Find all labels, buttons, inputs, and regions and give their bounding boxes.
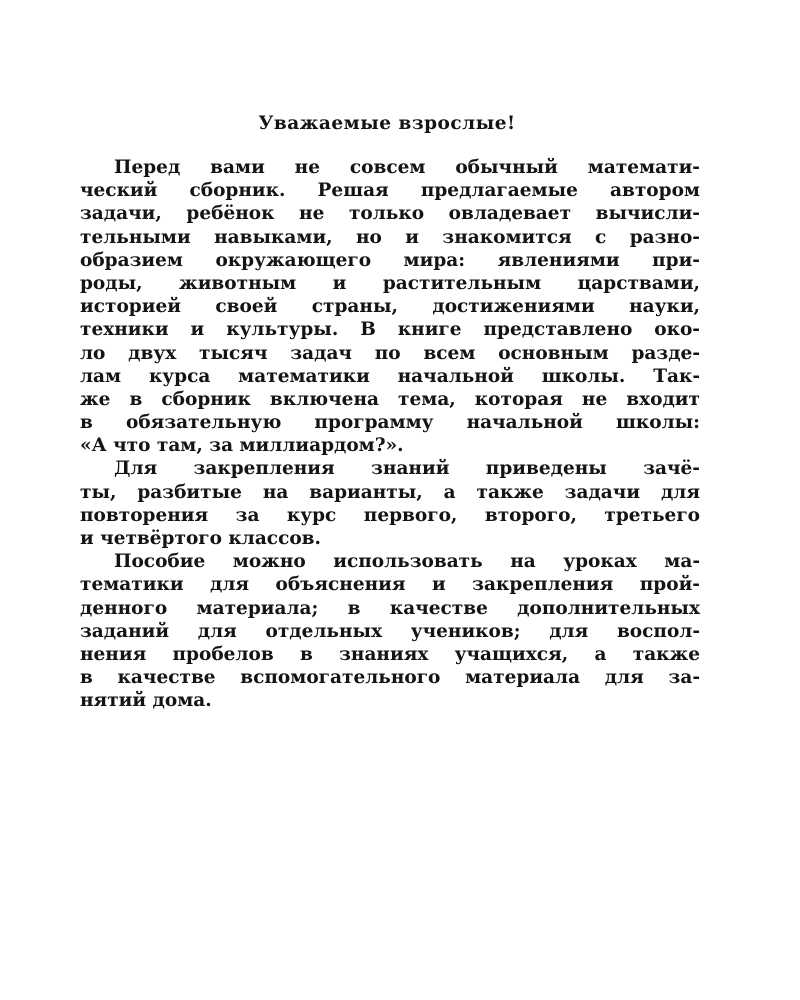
text-line: нения пробелов в знаниях учащихся, а также bbox=[80, 643, 700, 665]
text-line: тельными навыками, но и знакомится с разно- bbox=[80, 226, 700, 248]
paragraph-1 bbox=[80, 156, 700, 457]
text-line: в качестве вспомогательного материала для за- bbox=[80, 667, 700, 689]
text-line: ческий сборник. Решая предлагаемые автором bbox=[80, 180, 700, 202]
text-line: нятий дома. bbox=[80, 690, 212, 712]
text-line: роды, животным и растительным царствами, bbox=[80, 272, 700, 294]
text-line: «А что там, за миллиардом?». bbox=[80, 435, 404, 457]
paragraph-2 bbox=[80, 457, 700, 550]
text-line: заданий для отдельных учеников; для воспол- bbox=[80, 620, 700, 642]
text-line: ты, разбитые на варианты, а также задачи для bbox=[80, 481, 700, 503]
text-line: задачи, ребёнок не только овладевает вычисли- bbox=[80, 203, 700, 225]
page-title: Уважаемые взрослые! bbox=[258, 113, 516, 134]
text-line: Для закрепления знаний приведены зачё- bbox=[114, 458, 700, 480]
text-line: образием окружающего мира: явлениями при- bbox=[80, 249, 700, 271]
text-line: лам курса математики начальной школы. Так- bbox=[80, 365, 700, 387]
text-line: Перед вами не совсем обычный математи- bbox=[114, 157, 700, 178]
body-text bbox=[80, 156, 700, 713]
text-line: Пособие можно использовать на уроках ма- bbox=[114, 551, 700, 573]
text-line: в обязательную программу начальной школы: bbox=[80, 412, 700, 434]
text-line: техники и культуры. В книге представлено око- bbox=[80, 319, 700, 341]
text-line: ло двух тысяч задач по всем основным разде- bbox=[80, 342, 700, 364]
text-line: денного материала; в качестве дополнительных bbox=[80, 597, 700, 619]
paragraph-3 bbox=[80, 550, 700, 712]
text-line: повторения за курс первого, второго, третьего bbox=[80, 504, 700, 526]
text-line: тематики для объяснения и закрепления прой- bbox=[80, 574, 700, 596]
text-line: же в сборник включена тема, которая не входит bbox=[80, 388, 700, 410]
text-line: историей своей страны, достижениями науки, bbox=[80, 296, 700, 318]
text-line: и четвёртого классов. bbox=[80, 528, 321, 549]
